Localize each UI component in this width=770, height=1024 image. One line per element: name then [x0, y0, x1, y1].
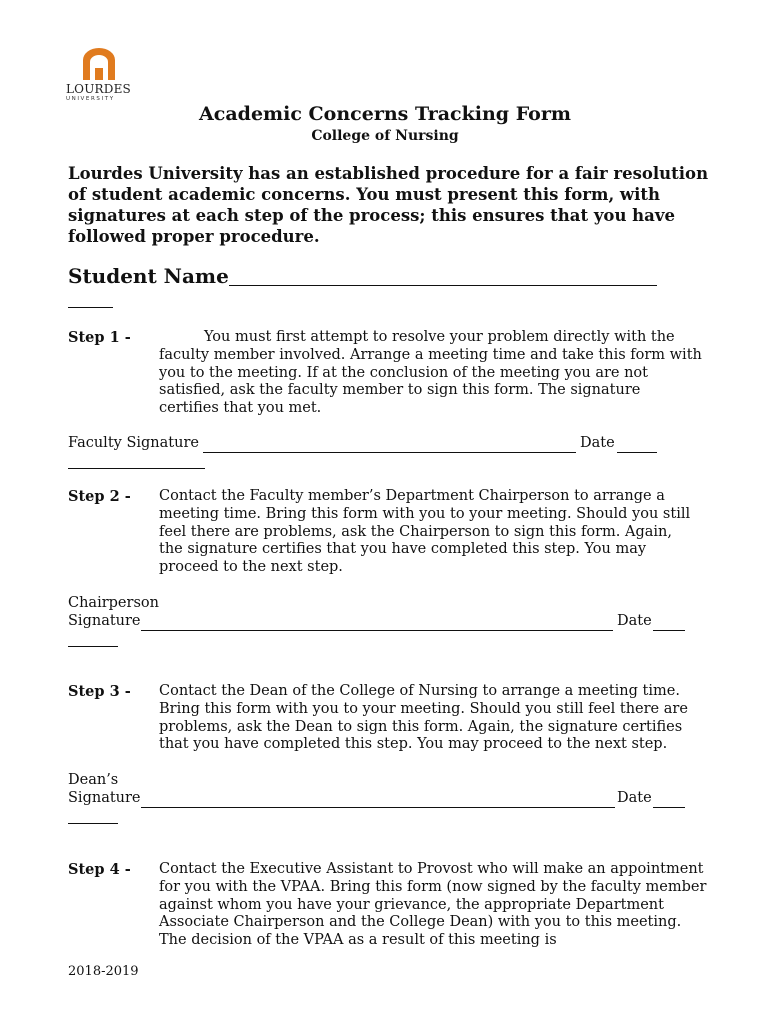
faculty-signature-label: Faculty Signature: [68, 435, 199, 451]
step-1-text: You must first attempt to resolve your problem directly with the faculty member involved. Arrange a meeting time and take this form with you to the meeting. If at the conclusion of the meeting you are not satisfied, ask the faculty member to sign this form. The signature certifies that you met.: [159, 329, 702, 417]
chairperson-signature-label-line1: Chairperson: [68, 595, 159, 611]
dean-date-label: Date: [617, 790, 652, 806]
faculty-signature-field[interactable]: [203, 452, 576, 453]
step-4-label: Step 4 -: [68, 861, 131, 878]
student-name-label: Student Name: [68, 264, 229, 288]
faculty-date-field-continued: [68, 468, 205, 469]
page-subtitle: College of Nursing: [311, 128, 459, 144]
logo-subtitle: UNIVERSITY: [66, 96, 115, 102]
student-name-field-continued: [68, 307, 113, 308]
dean-signature-label-line1: Dean’s: [68, 772, 119, 788]
dean-signature-field[interactable]: [141, 807, 615, 808]
dean-date-field-continued: [68, 823, 118, 824]
arch-logo-icon: [66, 46, 136, 82]
footer-year: 2018-2019: [68, 964, 139, 979]
dean-date-field[interactable]: [653, 807, 685, 808]
page-title: Academic Concerns Tracking Form: [199, 103, 571, 125]
step-3-label: Step 3 -: [68, 683, 131, 700]
chairperson-signature-field[interactable]: [141, 630, 613, 631]
step-2-text: Contact the Faculty member’s Department Chairperson to arrange a meeting time. Bring this form with you to your meeting. Should you still feel there are problems, ask the Chairperson to sign this form. Again, the signature certifies that you have completed this step. You may proceed to the next step.: [159, 488, 691, 576]
logo-wordmark: LOURDES: [66, 82, 131, 96]
step-3-text: Contact the Dean of the College of Nursing to arrange a meeting time. Bring this form with you to your meeting. Should you still feel there are problems, ask the Dean to sign this form. Again, the signature certifies that you have completed this step. You may proceed to the next step.: [159, 683, 688, 753]
faculty-date-field[interactable]: [617, 452, 657, 453]
step-1-label: Step 1 -: [68, 329, 131, 346]
step-2-label: Step 2 -: [68, 488, 131, 505]
student-name-field[interactable]: [229, 285, 657, 286]
intro-paragraph: Lourdes University has an established procedure for a fair resolution of student academic concerns. You must present this form, with signatures at each step of the process; this ensures that you have followed proper procedure.: [68, 164, 709, 246]
chairperson-date-label: Date: [617, 613, 652, 629]
chairperson-signature-label-line2: Signature: [68, 613, 141, 629]
chairperson-date-field[interactable]: [653, 630, 685, 631]
step-4-text: Contact the Executive Assistant to Provost who will make an appointment for you with the VPAA. Bring this form (now signed by the faculty member against whom you have your grievance, the appropriate Department Associate Chairperson and the College Dean) with you to this meeting. The decision of the VPAA as a result of this meeting is: [159, 861, 707, 949]
dean-signature-label-line2: Signature: [68, 790, 141, 806]
chairperson-date-field-continued: [68, 646, 118, 647]
university-logo: [66, 46, 136, 106]
faculty-date-label: Date: [580, 435, 615, 451]
